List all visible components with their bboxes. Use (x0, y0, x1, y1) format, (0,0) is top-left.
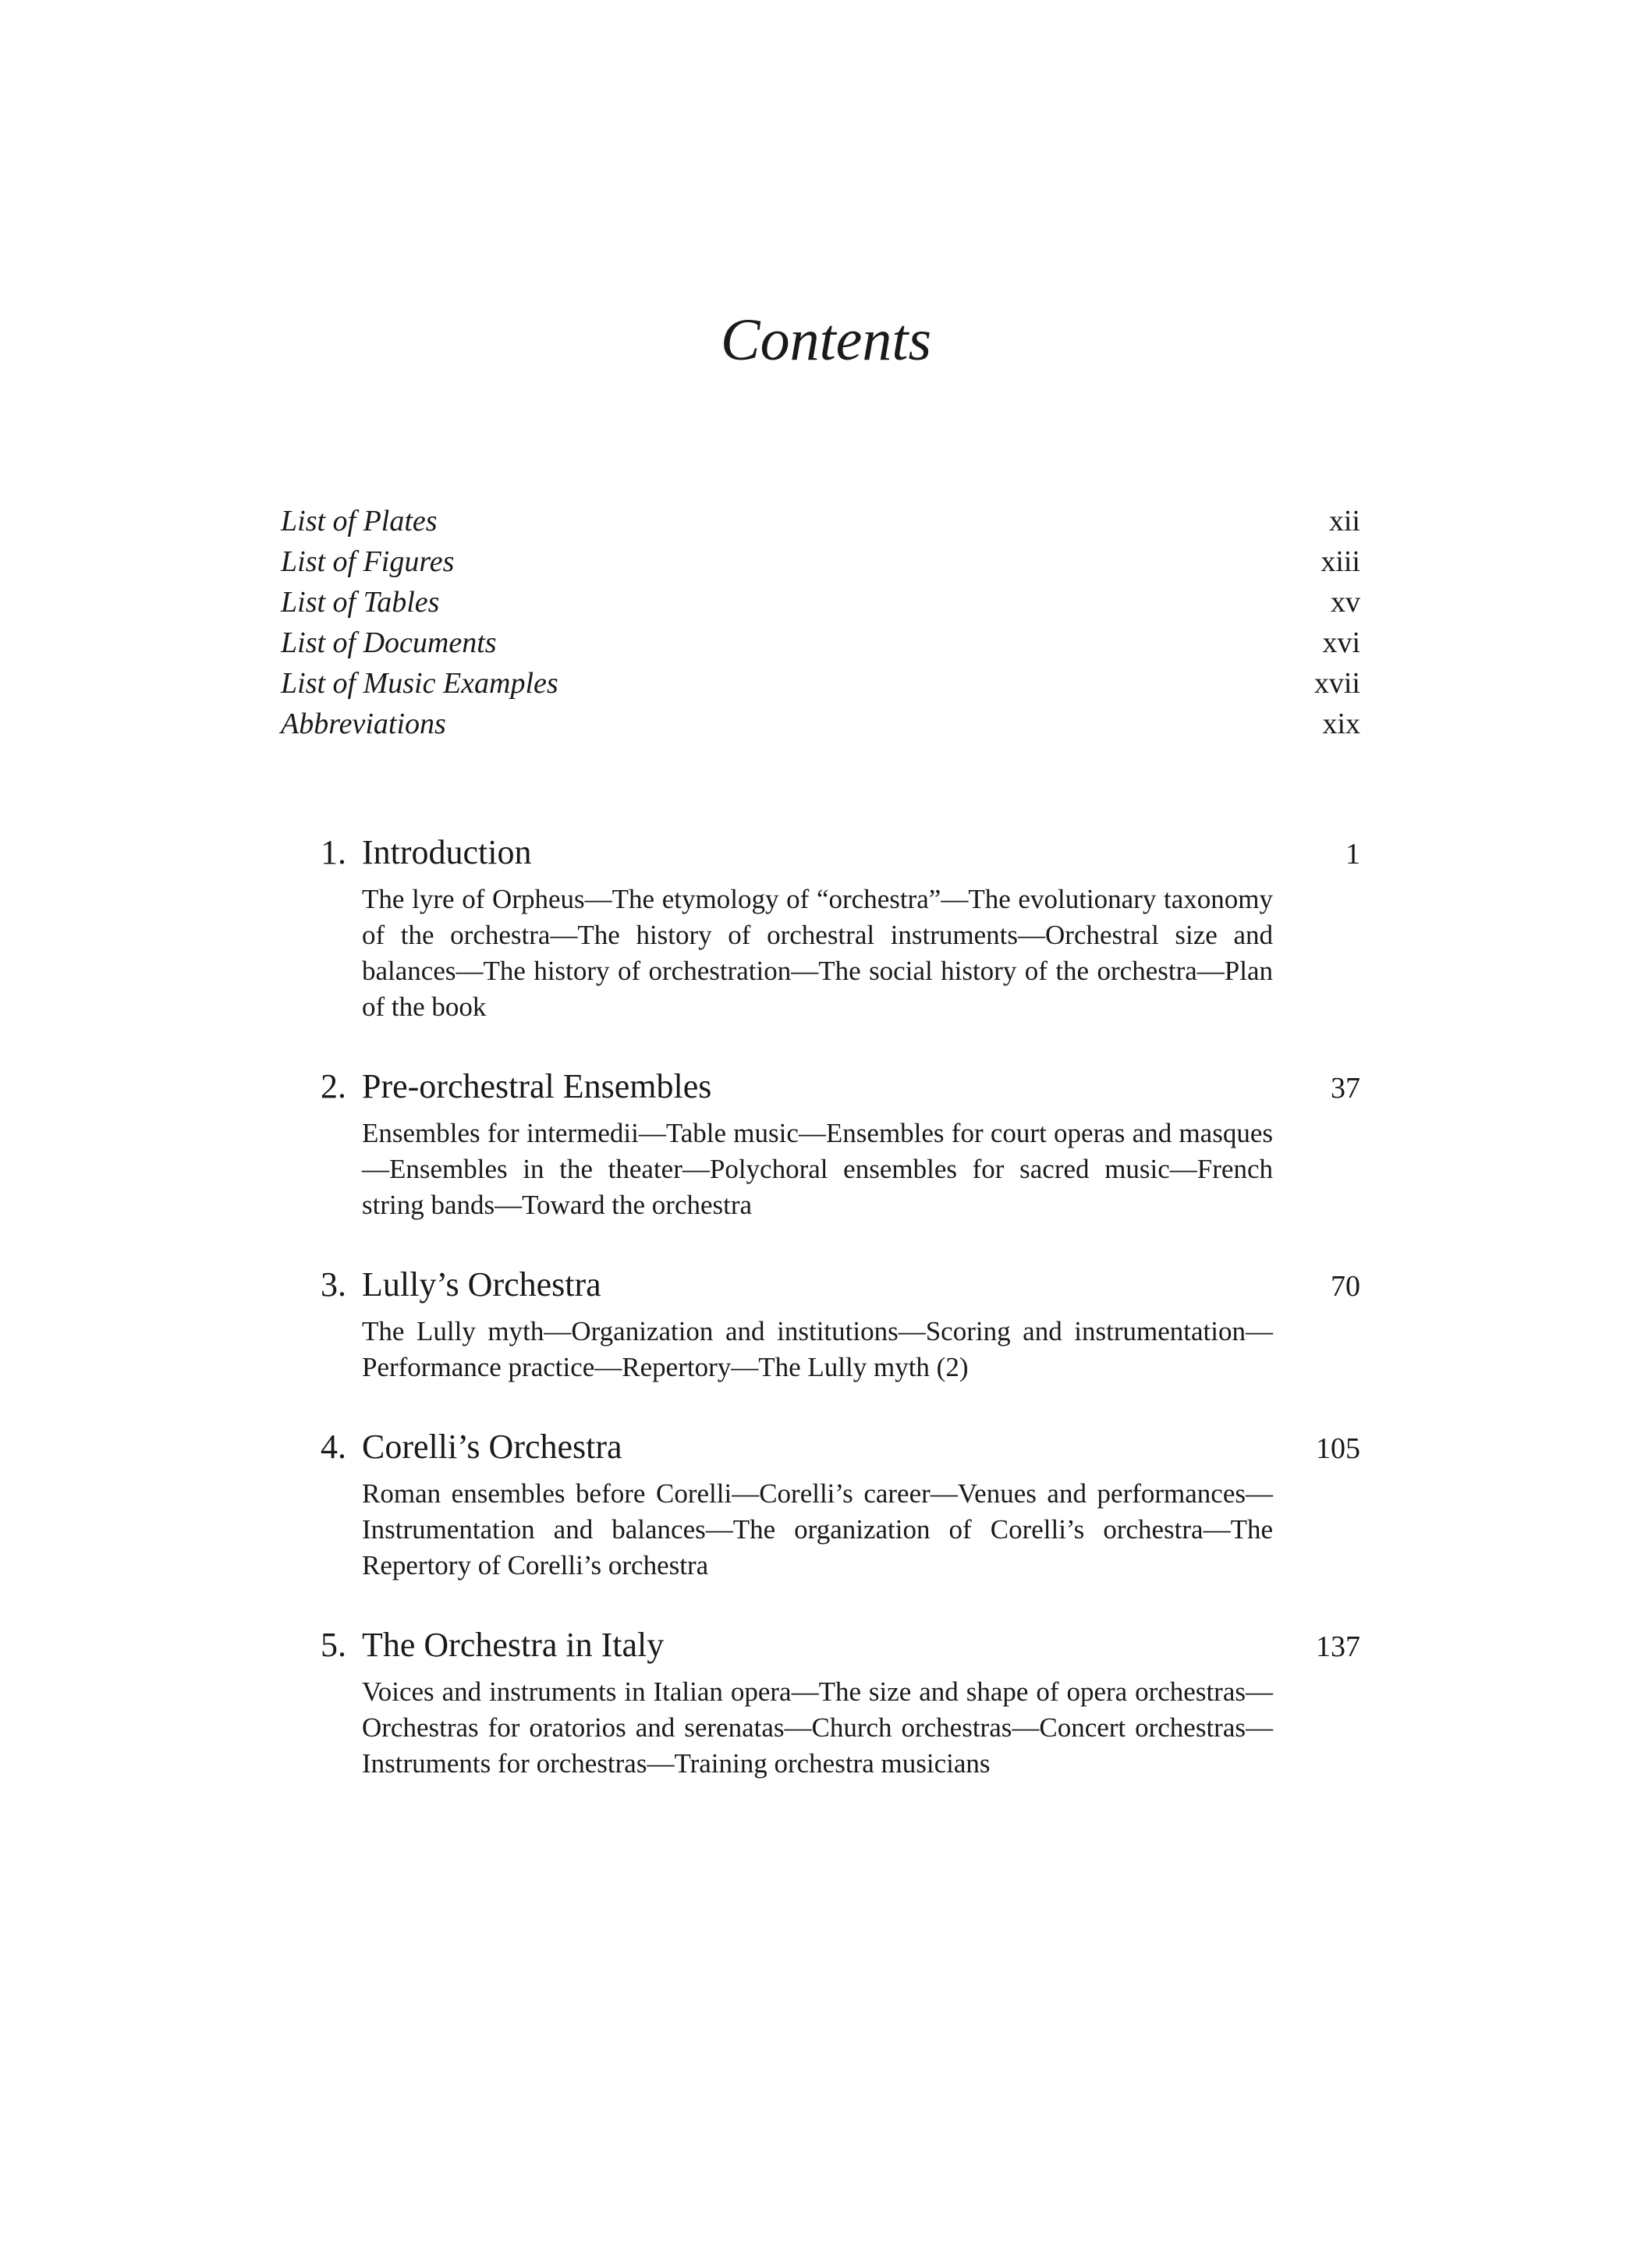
front-matter-item[interactable] (281, 623, 1360, 663)
chapter-title: Introduction (362, 833, 532, 871)
front-matter-label: Abbreviations (281, 708, 446, 740)
front-matter-page: xix (1322, 708, 1360, 740)
front-matter-item[interactable] (281, 541, 1360, 582)
chapter-page: 137 (1316, 1630, 1360, 1663)
chapter-description: The lyre of Orpheus—The etymology of “orchestra”—The evolutionary taxonomy of the orchestra—The history of orchestral instruments—Orchestral size and balances—The history of orchestration—The social history of the orchestra—Plan of the book (362, 884, 1273, 1022)
chapter-title: The Orchestra in Italy (362, 1626, 665, 1664)
chapter-page: 1 (1345, 838, 1360, 871)
chapter-page: 37 (1331, 1072, 1360, 1105)
chapter-entry[interactable] (281, 1259, 1360, 1385)
chapter-number: 5. (321, 1626, 346, 1664)
chapter-heading (281, 827, 1360, 878)
front-matter-label: List of Tables (281, 586, 440, 619)
chapter-entry[interactable] (281, 827, 1360, 1025)
chapter-entry[interactable] (281, 1421, 1360, 1584)
front-matter-list (281, 501, 1360, 744)
front-matter-page: xv (1331, 586, 1360, 619)
chapter-list (281, 827, 1360, 1818)
chapter-heading (281, 1061, 1360, 1112)
chapter-number: 3. (321, 1265, 346, 1304)
front-matter-item[interactable] (281, 582, 1360, 623)
front-matter-item[interactable] (281, 704, 1360, 744)
front-matter-label: List of Plates (281, 505, 438, 537)
chapter-page: 70 (1331, 1270, 1360, 1303)
chapter-description: Ensembles for intermedii—Table music—Ensembles for court operas and masques—Ensembles in the theater—Polychoral ensembles for sacred music—French string bands—Toward the orchestra (362, 1118, 1273, 1220)
chapter-description: Voices and instruments in Italian opera—The size and shape of opera orchestras—Orchestras for oratorios and serenatas—Church orchestras—Concert orchestras—Instruments for orchestras—Training orchestra musicians (362, 1676, 1273, 1779)
chapter-entry[interactable] (281, 1619, 1360, 1782)
front-matter-label: List of Music Examples (281, 667, 558, 700)
chapter-heading (281, 1421, 1360, 1473)
front-matter-item[interactable] (281, 501, 1360, 541)
page-title: Contents (720, 307, 932, 373)
front-matter-item[interactable] (281, 663, 1360, 704)
chapter-title: Lully’s Orchestra (362, 1265, 601, 1304)
front-matter-page: xii (1328, 505, 1360, 537)
chapter-description: The Lully myth—Organization and institutions—Scoring and instrumentation—Performance practice—Repertory—The Lully myth (2) (362, 1316, 1273, 1382)
chapter-title: Corelli’s Orchestra (362, 1428, 622, 1466)
chapter-number: 4. (321, 1428, 346, 1466)
chapter-description: Roman ensembles before Corelli—Corelli’s career—Venues and performances—Instrumentation and balances—The organization of Corelli’s orchestra—The Repertory of Corelli’s orchestra (362, 1478, 1273, 1580)
chapter-title: Pre-orchestral Ensembles (362, 1067, 712, 1105)
chapter-heading (281, 1619, 1360, 1671)
chapter-number: 1. (321, 833, 346, 871)
chapter-heading (281, 1259, 1360, 1311)
front-matter-page: xiii (1321, 545, 1360, 578)
chapter-page: 105 (1316, 1432, 1360, 1465)
front-matter-label: List of Documents (281, 626, 497, 659)
front-matter-label: List of Figures (281, 545, 455, 578)
chapter-number: 2. (321, 1067, 346, 1105)
front-matter-page: xvii (1313, 667, 1360, 700)
front-matter-page: xvi (1322, 626, 1360, 659)
chapter-entry[interactable] (281, 1061, 1360, 1223)
